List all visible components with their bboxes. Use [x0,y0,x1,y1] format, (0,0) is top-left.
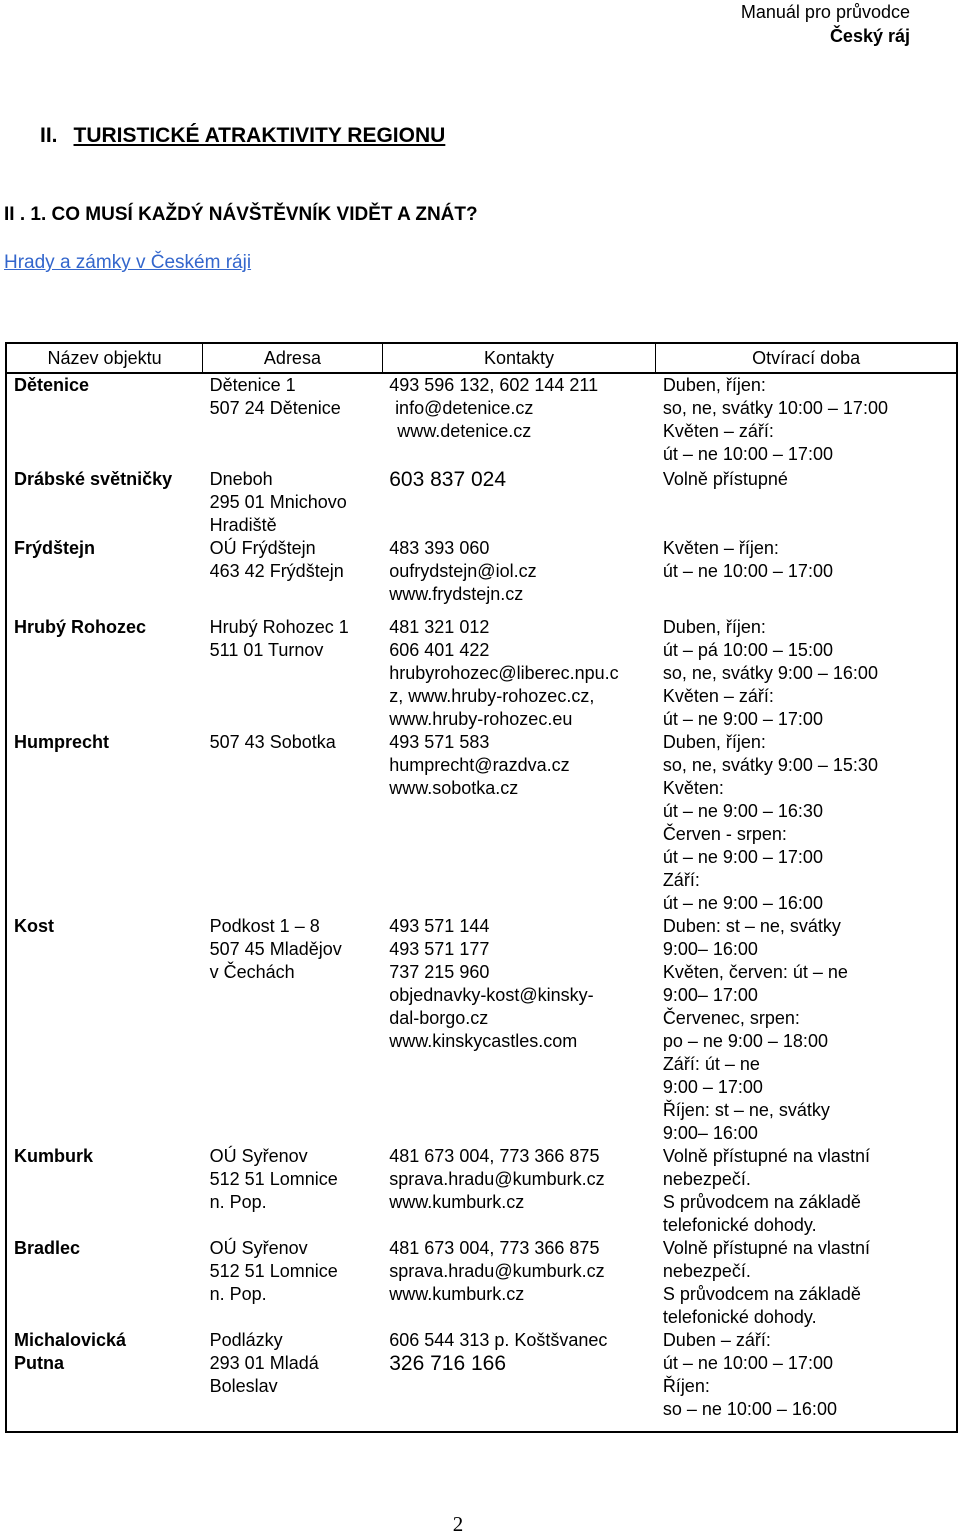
table-row [6,1237,957,1329]
web-link[interactable]: www.hruby-rohozec.eu [389,709,573,729]
phone: 737 215 960 [389,962,490,982]
column-header-name: Název objektu [6,343,203,373]
address-line: n. Pop. [209,1284,267,1304]
hours-line: po – ne 9:00 – 18:00 [662,1031,828,1051]
hours-line: Duben, říjen: [662,617,766,637]
phone: 493 571 583 [389,732,490,752]
email-link[interactable]: sprava.hradu@kumburk.cz [389,1169,605,1189]
hours-cell [656,537,957,606]
address-line: v Čechách [209,962,295,982]
hours-line: Duben, říjen: [662,375,766,395]
hours-line: Duben – září: [662,1330,771,1350]
column-header-hours: Otvírací doba [656,343,957,373]
email-link[interactable]: humprecht@razdva.cz [389,755,570,775]
address-line: n. Pop. [209,1192,267,1212]
hours-cell [656,731,957,915]
address-cell [203,373,383,466]
web-link[interactable]: www.frydstejn.cz [389,584,524,604]
contacts-cell [382,1237,656,1329]
phone: 606 544 313 p. Koštšvanec [389,1330,608,1350]
address-cell [203,1329,383,1421]
object-name-text: Kost [14,916,54,936]
hours-cell [656,466,957,537]
contacts-cell [382,1145,656,1237]
section-heading [40,124,445,148]
address-line: Boleslav [209,1376,278,1396]
object-name [6,537,203,606]
email-link[interactable]: sprava.hradu@kumburk.cz [389,1261,605,1281]
address-line: 507 43 Sobotka [209,732,336,752]
hours-line: 9:00– 16:00 [662,1123,758,1143]
hours-line: Volně přístupné na vlastní [662,1146,870,1166]
web-link[interactable]: z, www.hruby-rohozec.cz, [389,686,595,706]
address-cell [203,915,383,1145]
hours-cell [656,1329,957,1421]
hours-line: nebezpečí. [662,1169,751,1189]
hours-line: S průvodcem na základě [662,1192,861,1212]
address-line: Podlázky [209,1330,283,1350]
hours-line: telefonické dohody. [662,1215,817,1235]
hours-line: Říjen: st – ne, svátky [662,1100,830,1120]
address-cell [203,537,383,606]
address-line: 295 01 Mnichovo [209,492,347,512]
hours-line: út – ne 10:00 – 17:00 [662,444,833,464]
address-line: 512 51 Lomnice [209,1261,338,1281]
hours-line: út – ne 10:00 – 17:00 [662,1353,833,1373]
address-cell [203,616,383,731]
address-cell [203,466,383,537]
contacts-cell [382,537,656,606]
address-cell [203,1145,383,1237]
email-link[interactable]: dal-borgo.cz [389,1008,489,1028]
hours-line: út – pá 10:00 – 15:00 [662,640,833,660]
hours-line: S průvodcem na základě [662,1284,861,1304]
contacts-cell [382,616,656,731]
object-name-text: Michalovická Putna [14,1330,127,1373]
hours-line: so, ne, svátky 9:00 – 16:00 [662,663,878,683]
object-name [6,466,203,537]
hours-line: Červen - srpen: [662,824,787,844]
contacts-cell [382,1329,656,1421]
object-name-text: Drábské světničky [14,469,173,489]
contacts-cell [382,731,656,915]
phone: 481 673 004, 773 366 875 [389,1146,600,1166]
object-name-text: Humprecht [14,732,110,752]
object-name [6,373,203,466]
hours-line: Září: [662,870,700,890]
address-line: Podkost 1 – 8 [209,916,320,936]
object-name-text: Bradlec [14,1238,81,1258]
hours-cell [656,373,957,466]
object-name-text: Kumburk [14,1146,94,1166]
web-link[interactable]: www.sobotka.cz [389,778,519,798]
section-number: II. [40,124,58,147]
column-header-contacts: Kontakty [382,343,656,373]
hours-line: Říjen: [662,1376,710,1396]
phone: 493 571 144 [389,916,490,936]
object-name-text: Hrubý Rohozec [14,617,147,637]
hours-line: Květen – říjen: [662,538,779,558]
hours-line: Květen: [662,778,724,798]
web-link[interactable]: www.kumburk.cz [389,1284,525,1304]
subsection-heading: II . 1. CO MUSÍ KAŽDÝ NÁVŠTĚVNÍK VIDĚT A ZNÁT? [4,204,478,225]
hours-cell [656,1237,957,1329]
column-header-address: Adresa [203,343,383,373]
hours-line: Duben, říjen: [662,732,766,752]
page-number: 2 [452,1512,464,1536]
hours-line: Volně přístupné na vlastní [662,1238,870,1258]
table-row [6,915,957,1145]
contacts-cell [382,373,656,466]
object-name [6,915,203,1145]
hours-cell [656,616,957,731]
email-link[interactable]: objednavky-kost@kinsky- [389,985,594,1005]
object-name [6,1145,203,1237]
hours-line: nebezpečí. [662,1261,751,1281]
hours-line: telefonické dohody. [662,1307,817,1327]
phone: 481 673 004, 773 366 875 [389,1238,600,1258]
email-link[interactable]: hrubyrohozec@liberec.npu.c [389,663,619,683]
object-name [6,731,203,915]
table-row [6,373,957,466]
address-line: OÚ Frýdštejn [209,538,316,558]
address-line: Dětenice 1 [209,375,296,395]
phone: 606 401 422 [389,640,490,660]
phone: 603 837 024 [389,468,507,491]
table-row [6,616,957,731]
hours-line: Červenec, srpen: [662,1008,800,1028]
header-line-2: Český ráj [829,26,910,46]
hours-line: so, ne, svátky 10:00 – 17:00 [662,398,888,418]
phone: 493 571 177 [389,939,490,959]
header-line-1: Manuál pro průvodce [740,2,910,22]
table-row [6,537,957,606]
hours-line: Září: út – ne [662,1054,760,1074]
hours-line: Květen – září: [662,686,774,706]
contacts-cell [382,466,656,537]
hours-line: Volně přístupné [662,469,788,489]
hours-line: út – ne 10:00 – 17:00 [662,561,833,581]
phone: 493 596 132, 602 144 211 [389,375,599,395]
table-body [6,373,957,1432]
address-cell [203,1237,383,1329]
hours-line: út – ne 9:00 – 16:30 [662,801,823,821]
hours-line: so, ne, svátky 9:00 – 15:30 [662,755,878,775]
table-row [6,466,957,537]
phone: 483 393 060 [389,538,490,558]
web-link[interactable]: www.detenice.cz [397,421,532,441]
object-name-text: Frýdštejn [14,538,96,558]
hours-line: Květen, červen: út – ne [662,962,848,982]
object-name [6,616,203,731]
castles-table [5,342,958,1433]
address-line: 507 24 Dětenice [209,398,341,418]
contacts-cell [382,915,656,1145]
address-line: OÚ Syřenov [209,1238,308,1258]
hours-line: út – ne 9:00 – 16:00 [662,893,823,913]
table-row [6,731,957,915]
table-row [6,1329,957,1421]
address-cell [203,731,383,915]
hours-line: Duben: st – ne, svátky [662,916,841,936]
section-title: TURISTICKÉ ATRAKTIVITY REGIONU [73,124,446,147]
address-line: 512 51 Lomnice [209,1169,338,1189]
table-header-row [6,343,957,373]
phone: 326 716 166 [389,1352,507,1375]
table-row [6,1145,957,1237]
hours-cell [656,915,957,1145]
email-link[interactable]: info@detenice.cz [395,398,534,418]
address-line: 463 42 Frýdštejn [209,561,344,581]
running-header [741,0,910,48]
hours-line: 9:00– 16:00 [662,939,758,959]
address-line: 293 01 Mladá [209,1353,319,1373]
web-link[interactable]: www.kinskycastles.com [389,1031,578,1051]
object-name [6,1329,203,1421]
address-line: 507 45 Mladějov [209,939,342,959]
address-line: Hradiště [209,515,277,535]
web-link[interactable]: www.kumburk.cz [389,1192,525,1212]
object-name [6,1237,203,1329]
hours-line: 9:00 – 17:00 [662,1077,763,1097]
hours-line: út – ne 9:00 – 17:00 [662,709,823,729]
address-line: Dneboh [209,469,273,489]
hours-line: út – ne 9:00 – 17:00 [662,847,823,867]
object-name-text: Dětenice [14,375,90,395]
email-link[interactable]: oufrydstejn@iol.cz [389,561,537,581]
address-line: 511 01 Turnov [209,640,324,660]
address-line: OÚ Syřenov [209,1146,308,1166]
hours-line: Květen – září: [662,421,774,441]
hours-line: so – ne 10:00 – 16:00 [662,1399,837,1419]
address-line: Hrubý Rohozec 1 [209,617,349,637]
hours-line: 9:00– 17:00 [662,985,758,1005]
hours-cell [656,1145,957,1237]
phone: 481 321 012 [389,617,490,637]
castles-link-heading[interactable]: Hrady a zámky v Českém ráji [4,252,252,273]
